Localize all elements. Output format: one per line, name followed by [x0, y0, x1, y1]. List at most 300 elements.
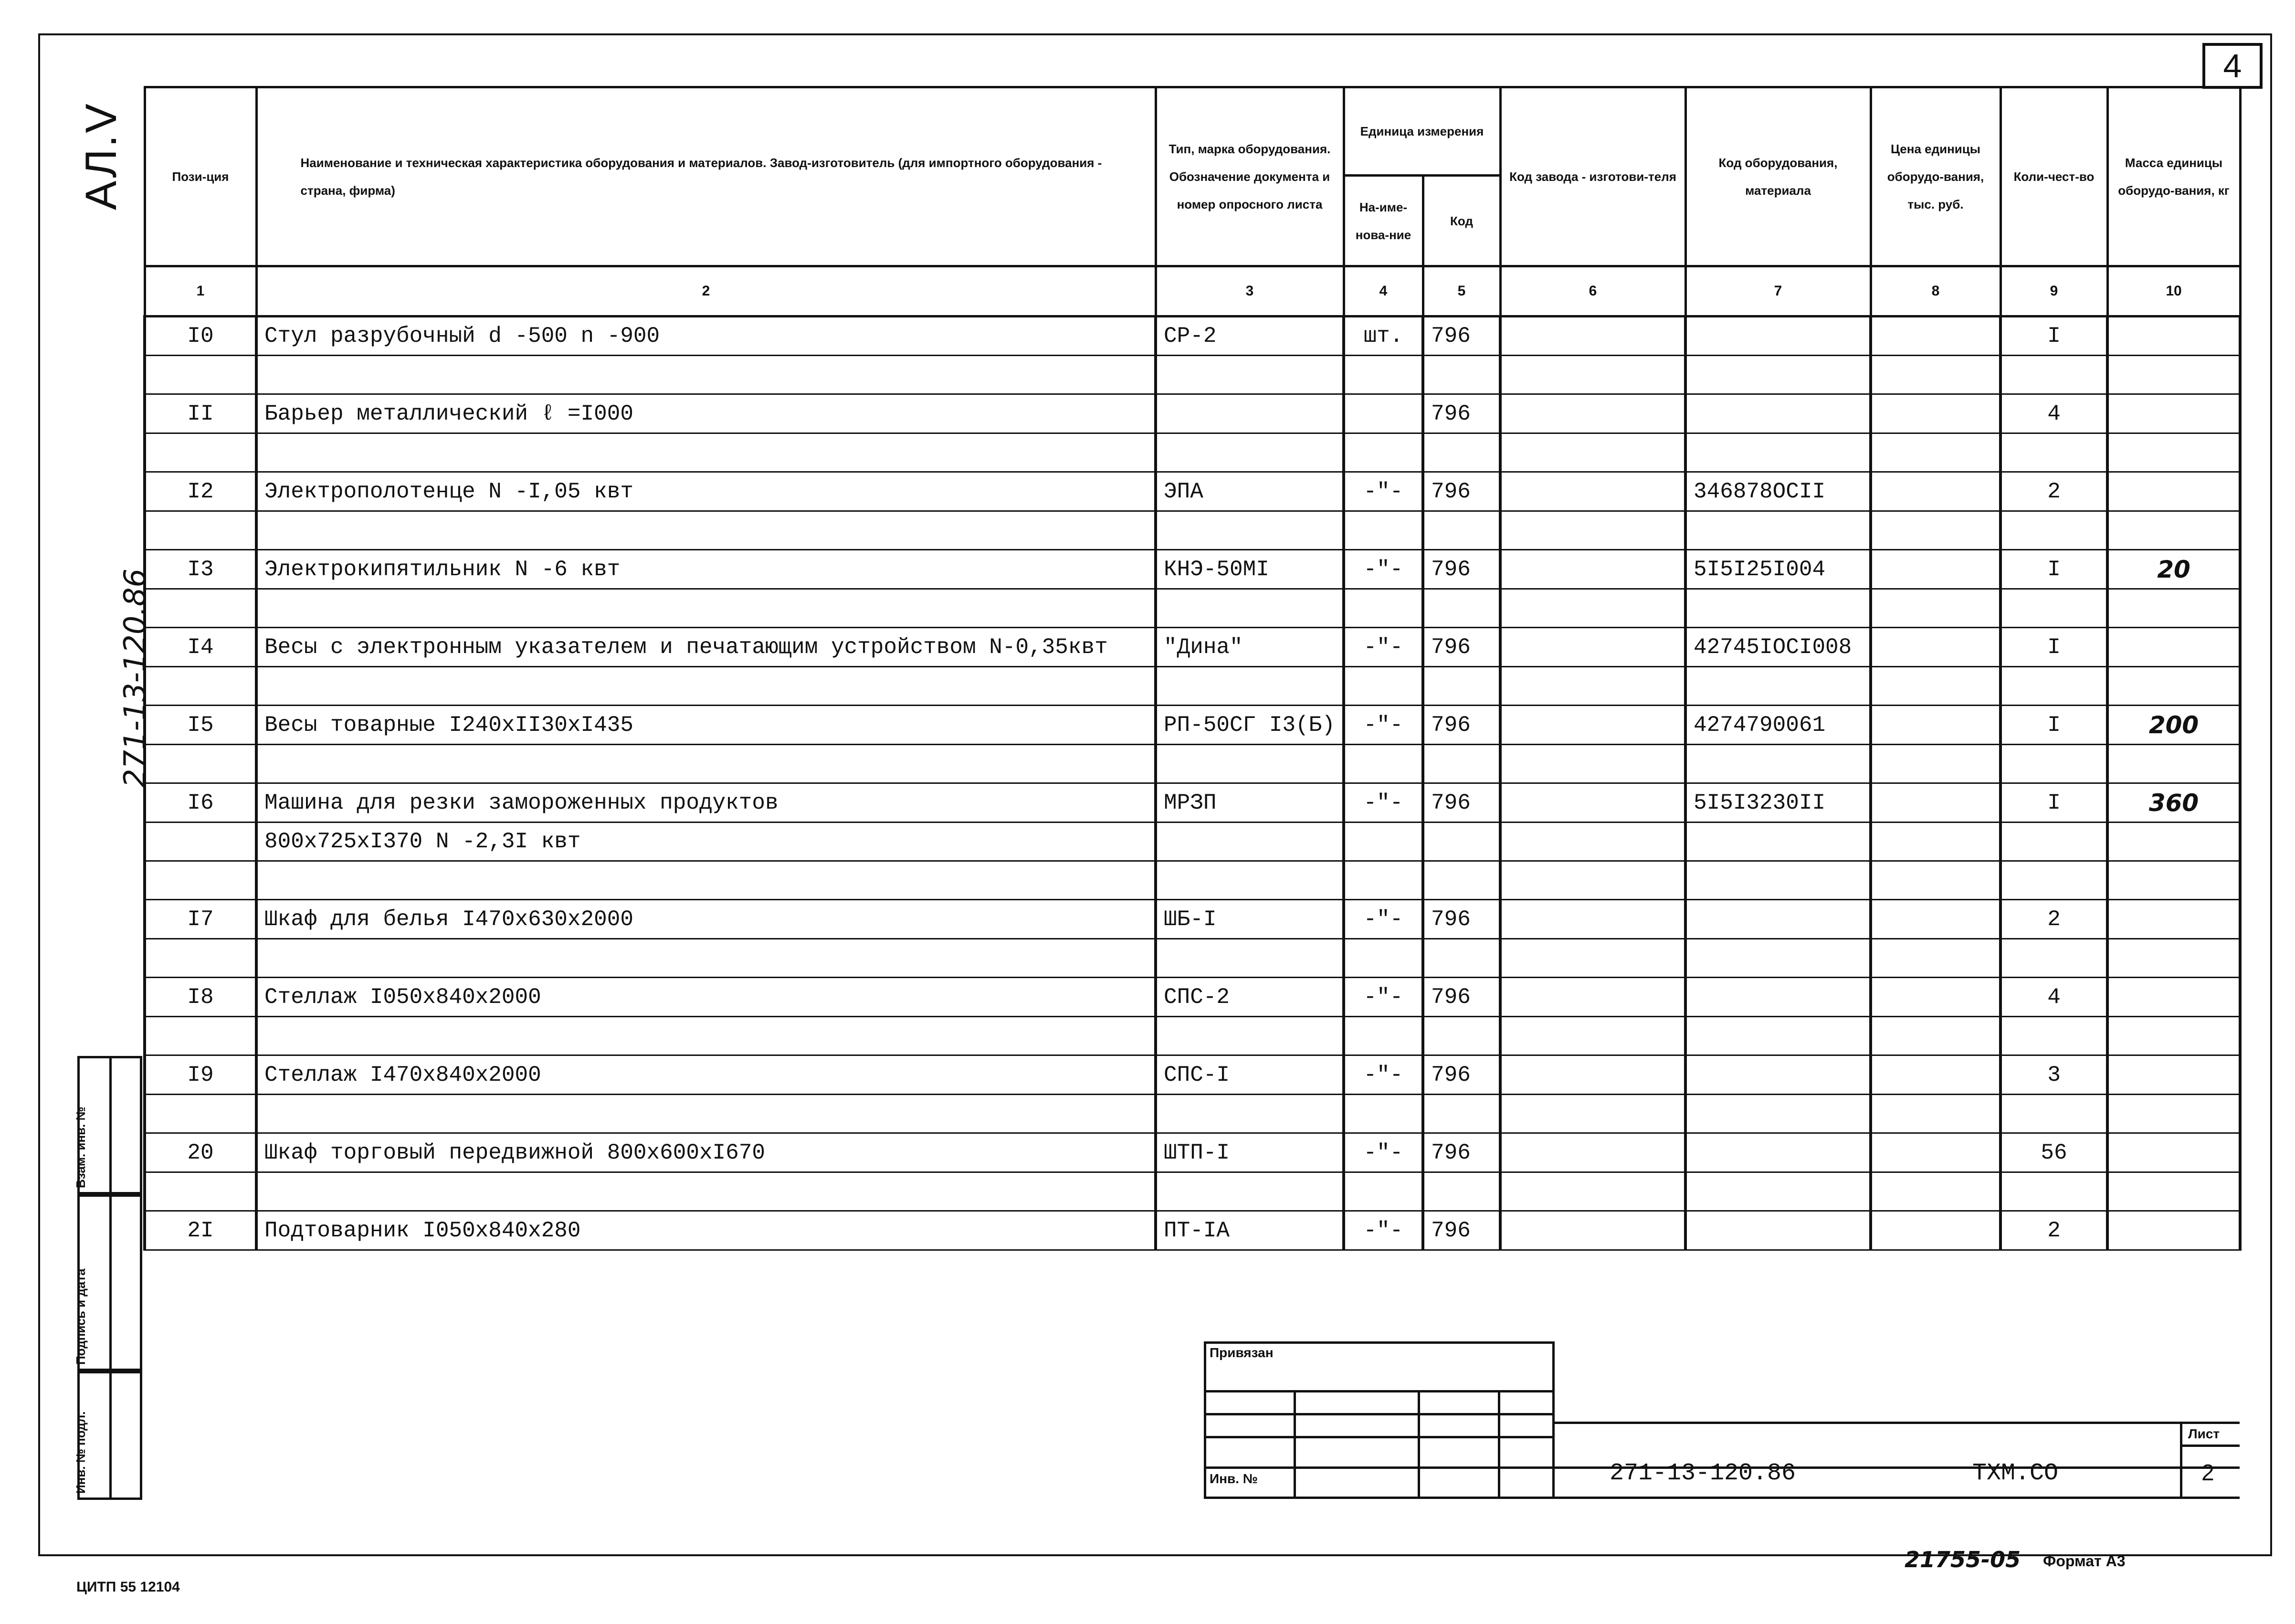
row-equipment-code: [1685, 667, 1871, 706]
table-row: [145, 511, 2240, 550]
row-price: [1871, 472, 2000, 511]
table-row: [145, 628, 2240, 667]
row-type: [1156, 861, 1344, 900]
row-factory-code: [1500, 316, 1685, 356]
row-mass: [2107, 667, 2240, 706]
row-mass: [2107, 939, 2240, 978]
row-name: [256, 511, 1156, 550]
header-price: Цена единицы оборудо-вания, тыс. руб.: [1871, 87, 2000, 266]
bound-label: Привязан: [1210, 1345, 1274, 1360]
row-price: [1871, 1055, 2000, 1095]
row-unit: -"-: [1344, 783, 1423, 823]
row-unit: [1344, 667, 1423, 706]
row-unit: [1344, 356, 1423, 394]
row-mass: [2107, 394, 2240, 433]
table-row: [145, 1211, 2240, 1250]
row-mass: 20: [2107, 550, 2240, 589]
row-equipment-code: [1685, 1095, 1871, 1133]
row-unit: -"-: [1344, 706, 1423, 745]
row-factory-code: [1500, 589, 1685, 628]
row-name: Барьер металлический ℓ =I000: [256, 394, 1156, 433]
row-quantity: [2000, 861, 2107, 900]
row-quantity: I: [2000, 706, 2107, 745]
corner-sheet-number: 4: [2202, 43, 2263, 89]
row-mass: [2107, 316, 2240, 356]
row-unit-code: [1423, 939, 1500, 978]
header-position: Пози-ция: [145, 87, 256, 266]
row-type: РП-50СГ I3(Б): [1156, 706, 1344, 745]
row-factory-code: [1500, 1017, 1685, 1055]
row-unit: -"-: [1344, 900, 1423, 939]
row-equipment-code: [1685, 316, 1871, 356]
row-unit-code: [1423, 433, 1500, 472]
row-unit-code: [1423, 823, 1500, 861]
row-name: Шкаф торговый передвижной 800x600xI670: [256, 1133, 1156, 1172]
column-number: 8: [1871, 266, 2000, 316]
row-factory-code: [1500, 900, 1685, 939]
row-factory-code: [1500, 472, 1685, 511]
row-quantity: I: [2000, 316, 2107, 356]
row-quantity: [2000, 939, 2107, 978]
row-factory-code: [1500, 394, 1685, 433]
row-factory-code: [1500, 939, 1685, 978]
row-unit: [1344, 1017, 1423, 1055]
row-type: [1156, 745, 1344, 783]
row-quantity: [2000, 356, 2107, 394]
row-position: [145, 745, 256, 783]
row-position: I3: [145, 550, 256, 589]
row-price: [1871, 978, 2000, 1017]
row-mass: [2107, 900, 2240, 939]
row-price: [1871, 900, 2000, 939]
row-unit-code: [1423, 745, 1500, 783]
row-equipment-code: [1685, 1055, 1871, 1095]
row-unit: [1344, 589, 1423, 628]
row-unit: -"-: [1344, 1211, 1423, 1250]
row-mass: [2107, 978, 2240, 1017]
row-position: II: [145, 394, 256, 433]
footer-handwritten-number: 21755-05: [1905, 1547, 2021, 1572]
footer-left-code: ЦИТП 55 12104: [76, 1579, 180, 1595]
row-mass: [2107, 1095, 2240, 1133]
row-name: [256, 667, 1156, 706]
row-position: [145, 667, 256, 706]
row-equipment-code: [1685, 978, 1871, 1017]
row-unit: -"-: [1344, 1133, 1423, 1172]
row-name: [256, 356, 1156, 394]
row-type: [1156, 667, 1344, 706]
row-type: [1156, 1095, 1344, 1133]
row-factory-code: [1500, 511, 1685, 550]
header-type: Тип, марка оборудования. Обозначение документа и номер опросного листа: [1156, 87, 1344, 266]
row-factory-code: [1500, 433, 1685, 472]
header-unit-code: Код: [1423, 176, 1500, 266]
row-quantity: [2000, 745, 2107, 783]
row-position: [145, 861, 256, 900]
row-type: КНЭ-50МI: [1156, 550, 1344, 589]
row-price: [1871, 1172, 2000, 1211]
row-type: [1156, 939, 1344, 978]
row-mass: [2107, 433, 2240, 472]
row-unit: [1344, 1095, 1423, 1133]
row-name: Стеллаж I050x840x2000: [256, 978, 1156, 1017]
row-unit-code: 796: [1423, 472, 1500, 511]
row-equipment-code: [1685, 861, 1871, 900]
inv-label: Инв. №: [1210, 1471, 1258, 1486]
sheet-number: 2: [2201, 1460, 2214, 1486]
row-price: [1871, 745, 2000, 783]
table-row: [145, 472, 2240, 511]
row-price: [1871, 589, 2000, 628]
row-quantity: [2000, 1095, 2107, 1133]
row-unit-code: 796: [1423, 1133, 1500, 1172]
row-unit-code: [1423, 511, 1500, 550]
row-factory-code: [1500, 1172, 1685, 1211]
row-unit-code: [1423, 356, 1500, 394]
row-quantity: [2000, 511, 2107, 550]
row-position: [145, 1017, 256, 1055]
row-type: ПТ-IA: [1156, 1211, 1344, 1250]
row-type: [1156, 589, 1344, 628]
row-mass: [2107, 589, 2240, 628]
row-quantity: 4: [2000, 394, 2107, 433]
row-factory-code: [1500, 745, 1685, 783]
row-quantity: 4: [2000, 978, 2107, 1017]
column-number: 1: [145, 266, 256, 316]
column-number: 7: [1685, 266, 1871, 316]
row-unit-code: 796: [1423, 1211, 1500, 1250]
row-equipment-code: [1685, 823, 1871, 861]
row-quantity: I: [2000, 783, 2107, 823]
row-price: [1871, 1095, 2000, 1133]
row-unit-code: 796: [1423, 628, 1500, 667]
row-factory-code: [1500, 783, 1685, 823]
row-factory-code: [1500, 978, 1685, 1017]
header-mass: Масса единицы оборудо-вания, кг: [2107, 87, 2240, 266]
row-name: [256, 1017, 1156, 1055]
row-equipment-code: [1685, 589, 1871, 628]
side-field-label: Взам. инв. №: [74, 1107, 88, 1188]
side-field-original-inv: [74, 1371, 142, 1500]
row-equipment-code: [1685, 433, 1871, 472]
side-handwritten-code: 271-13-120.86: [117, 569, 152, 788]
header-equipment-code: Код оборудования, материала: [1685, 87, 1871, 266]
table-row: [145, 667, 2240, 706]
row-type: ШТП-I: [1156, 1133, 1344, 1172]
row-equipment-code: [1685, 745, 1871, 783]
row-factory-code: [1500, 1211, 1685, 1250]
row-mass: 200: [2107, 706, 2240, 745]
header-unit-group: Единица измерения: [1344, 87, 1500, 176]
table-row: [145, 589, 2240, 628]
row-equipment-code: [1685, 1017, 1871, 1055]
row-position: [145, 356, 256, 394]
table-row: [145, 861, 2240, 900]
row-type: СПС-I: [1156, 1055, 1344, 1095]
row-price: [1871, 511, 2000, 550]
row-factory-code: [1500, 861, 1685, 900]
row-unit-code: 796: [1423, 394, 1500, 433]
row-price: [1871, 706, 2000, 745]
row-equipment-code: 4274790061: [1685, 706, 1871, 745]
row-price: [1871, 783, 2000, 823]
row-unit-code: [1423, 1172, 1500, 1211]
row-mass: [2107, 472, 2240, 511]
table-row: [145, 550, 2240, 589]
row-quantity: 3: [2000, 1055, 2107, 1095]
row-unit-code: 796: [1423, 783, 1500, 823]
row-type: СР-2: [1156, 316, 1344, 356]
row-name: Весы с электронным указателем и печатающим устройством N-0,35квт: [256, 628, 1156, 667]
row-quantity: [2000, 667, 2107, 706]
row-mass: [2107, 1172, 2240, 1211]
column-number: 6: [1500, 266, 1685, 316]
row-type: [1156, 356, 1344, 394]
row-position: I7: [145, 900, 256, 939]
row-equipment-code: [1685, 511, 1871, 550]
side-field-label: Подпись и дата: [74, 1268, 88, 1365]
row-mass: [2107, 745, 2240, 783]
row-equipment-code: [1685, 394, 1871, 433]
row-position: I9: [145, 1055, 256, 1095]
row-unit: [1344, 433, 1423, 472]
row-quantity: I: [2000, 550, 2107, 589]
row-unit: -"-: [1344, 1055, 1423, 1095]
column-number: 9: [2000, 266, 2107, 316]
table-row: [145, 978, 2240, 1017]
table-row: [145, 900, 2240, 939]
row-price: [1871, 394, 2000, 433]
row-name: Электрополотенце N -I,05 квт: [256, 472, 1156, 511]
row-quantity: [2000, 1172, 2107, 1211]
row-name: Машина для резки замороженных продуктов: [256, 783, 1156, 823]
row-type: МРЗП: [1156, 783, 1344, 823]
row-price: [1871, 1211, 2000, 1250]
row-price: [1871, 1133, 2000, 1172]
row-quantity: 2: [2000, 472, 2107, 511]
row-mass: [2107, 511, 2240, 550]
row-name: [256, 861, 1156, 900]
doc-code: 271-13-120.86: [1610, 1460, 1796, 1487]
row-mass: [2107, 861, 2240, 900]
row-factory-code: [1500, 356, 1685, 394]
row-equipment-code: [1685, 1172, 1871, 1211]
row-unit-code: [1423, 1095, 1500, 1133]
table-row: [145, 939, 2240, 978]
row-unit-code: 796: [1423, 1055, 1500, 1095]
row-unit-code: 796: [1423, 978, 1500, 1017]
row-position: I4: [145, 628, 256, 667]
row-position: I8: [145, 978, 256, 1017]
header-quantity: Коли-чест-во: [2000, 87, 2107, 266]
header-name: Наименование и техническая характеристика оборудования и материалов. Завод-изготовитель (для импортного оборудования - страна, фирма): [256, 87, 1156, 266]
row-unit: шт.: [1344, 316, 1423, 356]
row-unit: [1344, 511, 1423, 550]
row-unit: -"-: [1344, 628, 1423, 667]
row-unit-code: 796: [1423, 706, 1500, 745]
table-row: [145, 316, 2240, 356]
row-mass: [2107, 1017, 2240, 1055]
row-quantity: [2000, 823, 2107, 861]
table-row: [145, 1017, 2240, 1055]
row-factory-code: [1500, 1095, 1685, 1133]
row-equipment-code: 42745IOCI008: [1685, 628, 1871, 667]
header-unit-name: На-име-нова-ние: [1344, 176, 1423, 266]
row-type: ЭПА: [1156, 472, 1344, 511]
row-name: [256, 939, 1156, 978]
row-type: [1156, 511, 1344, 550]
row-price: [1871, 356, 2000, 394]
row-type: [1156, 433, 1344, 472]
table-row: [145, 783, 2240, 823]
row-price: [1871, 823, 2000, 861]
row-position: I2: [145, 472, 256, 511]
row-equipment-code: 5I5I3230II: [1685, 783, 1871, 823]
row-position: [145, 433, 256, 472]
row-equipment-code: [1685, 1211, 1871, 1250]
row-price: [1871, 316, 2000, 356]
row-type: [1156, 1172, 1344, 1211]
row-unit: [1344, 861, 1423, 900]
row-unit-code: 796: [1423, 900, 1500, 939]
table-row: [145, 1133, 2240, 1172]
row-position: I5: [145, 706, 256, 745]
equipment-table: [143, 86, 2242, 1251]
row-unit: -"-: [1344, 550, 1423, 589]
side-field-replaced-inv: [74, 1056, 142, 1194]
row-quantity: 2: [2000, 900, 2107, 939]
row-price: [1871, 1017, 2000, 1055]
row-price: [1871, 667, 2000, 706]
row-type: СПС-2: [1156, 978, 1344, 1017]
row-position: [145, 1172, 256, 1211]
row-name: [256, 1095, 1156, 1133]
column-number: 2: [256, 266, 1156, 316]
row-name: [256, 433, 1156, 472]
row-position: [145, 823, 256, 861]
table-row: [145, 1095, 2240, 1133]
row-type: ШБ-I: [1156, 900, 1344, 939]
row-price: [1871, 550, 2000, 589]
row-name: Стул разрубочный d -500 n -900: [256, 316, 1156, 356]
row-position: [145, 511, 256, 550]
side-label: АЛ.V: [77, 102, 126, 210]
column-number: 10: [2107, 266, 2240, 316]
row-unit: -"-: [1344, 978, 1423, 1017]
row-unit: -"-: [1344, 472, 1423, 511]
row-mass: 360: [2107, 783, 2240, 823]
side-field-label: Инв. № подл.: [74, 1411, 88, 1494]
table-row: [145, 433, 2240, 472]
row-quantity: 2: [2000, 1211, 2107, 1250]
row-name: Стеллаж I470x840x2000: [256, 1055, 1156, 1095]
row-unit: [1344, 823, 1423, 861]
sheet-label: Лист: [2188, 1426, 2220, 1441]
row-type: [1156, 1017, 1344, 1055]
row-price: [1871, 433, 2000, 472]
row-name: Подтоварник I050x840x280: [256, 1211, 1156, 1250]
row-position: I6: [145, 783, 256, 823]
row-unit: [1344, 939, 1423, 978]
row-name: [256, 1172, 1156, 1211]
row-mass: [2107, 823, 2240, 861]
row-position: [145, 1095, 256, 1133]
table-row: [145, 1055, 2240, 1095]
title-block: [1204, 1341, 2240, 1499]
header-factory-code: Код завода - изготови-теля: [1500, 87, 1685, 266]
row-price: [1871, 628, 2000, 667]
row-factory-code: [1500, 667, 1685, 706]
row-quantity: [2000, 433, 2107, 472]
table-row: [145, 394, 2240, 433]
table-body: [145, 316, 2240, 1250]
row-name: [256, 745, 1156, 783]
row-unit-code: [1423, 667, 1500, 706]
row-name: Весы товарные I240xII30xI435: [256, 706, 1156, 745]
row-factory-code: [1500, 628, 1685, 667]
row-unit-code: 796: [1423, 316, 1500, 356]
row-mass: [2107, 1211, 2240, 1250]
row-unit-code: [1423, 1017, 1500, 1055]
row-unit-code: 796: [1423, 550, 1500, 589]
row-factory-code: [1500, 823, 1685, 861]
table-row: [145, 823, 2240, 861]
column-number: 5: [1423, 266, 1500, 316]
row-quantity: [2000, 589, 2107, 628]
row-factory-code: [1500, 706, 1685, 745]
row-name: [256, 589, 1156, 628]
row-equipment-code: 346878OCII: [1685, 472, 1871, 511]
row-position: [145, 939, 256, 978]
row-equipment-code: [1685, 356, 1871, 394]
row-type: [1156, 394, 1344, 433]
row-position: I0: [145, 316, 256, 356]
row-unit: [1344, 745, 1423, 783]
row-unit: [1344, 394, 1423, 433]
row-equipment-code: 5I5I25I004: [1685, 550, 1871, 589]
footer-format: Формат А3: [2043, 1552, 2126, 1570]
row-equipment-code: [1685, 939, 1871, 978]
row-factory-code: [1500, 1055, 1685, 1095]
row-name: Шкаф для белья I470x630x2000: [256, 900, 1156, 939]
row-mass: [2107, 628, 2240, 667]
table-row: [145, 706, 2240, 745]
row-position: [145, 589, 256, 628]
row-mass: [2107, 1055, 2240, 1095]
row-factory-code: [1500, 550, 1685, 589]
row-mass: [2107, 356, 2240, 394]
row-quantity: 56: [2000, 1133, 2107, 1172]
table-row: [145, 1172, 2240, 1211]
row-position: 2I: [145, 1211, 256, 1250]
row-name: Электрокипятильник N -6 квт: [256, 550, 1156, 589]
column-number: 4: [1344, 266, 1423, 316]
row-equipment-code: [1685, 900, 1871, 939]
side-field-signature-date: [74, 1194, 142, 1371]
row-price: [1871, 861, 2000, 900]
row-quantity: [2000, 1017, 2107, 1055]
row-quantity: I: [2000, 628, 2107, 667]
row-unit-code: [1423, 861, 1500, 900]
table-row: [145, 356, 2240, 394]
table-row: [145, 745, 2240, 783]
row-unit-code: [1423, 589, 1500, 628]
row-position: 20: [145, 1133, 256, 1172]
row-name: 800x725xI370 N -2,3I квт: [256, 823, 1156, 861]
doc-mark: ТХМ.СО: [1972, 1460, 2059, 1487]
row-equipment-code: [1685, 1133, 1871, 1172]
row-price: [1871, 939, 2000, 978]
